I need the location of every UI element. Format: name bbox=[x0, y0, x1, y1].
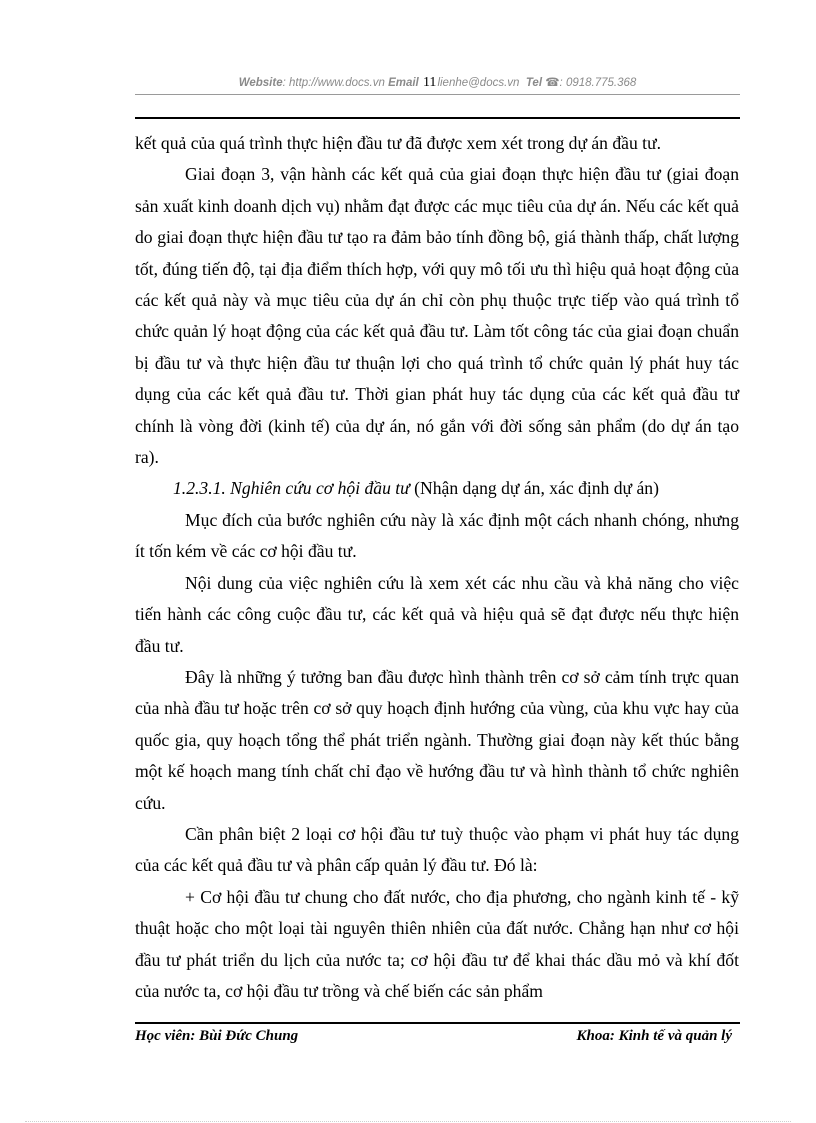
website-label: Website bbox=[238, 77, 283, 89]
footer-rule bbox=[135, 1022, 740, 1024]
document-body bbox=[135, 128, 739, 1007]
header-rule bbox=[135, 117, 740, 119]
paragraph-content: Nội dung của việc nghiên cứu là xem xét các nhu cầu và khả năng cho việc tiến hành các công cuộc đầu tư, các kết quả và hiệu quả sẽ đạt được nếu thực hiện đầu tư. bbox=[135, 572, 739, 656]
page-footer bbox=[135, 1028, 740, 1050]
page-number: 11 bbox=[422, 75, 437, 90]
footer-student: Học viên: Bùi Đức Chung bbox=[135, 1028, 299, 1044]
page-bottom-dotted-border bbox=[25, 1121, 791, 1122]
paragraph-continuation: kết quả của quá trình thực hiện đầu tư đã được xem xét trong dự án đầu tư. bbox=[135, 133, 661, 153]
tel-label: Tel bbox=[525, 77, 543, 89]
email-label: Email bbox=[388, 77, 419, 89]
paragraph-general-opportunity: + Cơ hội đầu tư chung cho đất nước, cho địa phương, cho ngành kinh tế - kỹ thuật hoặc cho một loại tài nguyên thiên nhiên của đất nước. Chẳng hạn như cơ hội đầu tư phát triển du lịch của nước ta; cơ hội đầu tư để khai thác dầu mỏ và khí đốt của nước ta, cơ hội đầu tư trồng và chế biến các sản phẩm bbox=[135, 886, 739, 1001]
section-heading-title: 1.2.3.1. Nghiên cứu cơ hội đầu tư bbox=[173, 478, 410, 499]
section-heading-note: (Nhận dạng dự án, xác định dự án) bbox=[409, 478, 659, 499]
tel-number: ☎: 0918.775.368 bbox=[545, 77, 637, 89]
page-header bbox=[135, 74, 740, 95]
paragraph-ideas: Đây là những ý tưởng ban đầu được hình thành trên cơ sở cảm tính trực quan của nhà đầu tư hoặc trên cơ sở quy hoạch định hướng của vùng, của khu vực hay của quốc gia, quy hoạch tổng thể phát triển ngành. Thường giai đoạn này kết thúc bằng một kế hoạch mang tính chất chỉ đạo về hướng đầu tư và hình thành tổ chức nghiên cứu. bbox=[135, 666, 739, 813]
paragraph-purpose: Mục đích của bước nghiên cứu này là xác định một cách nhanh chóng, nhưng ít tốn kém về các cơ hội đầu tư. bbox=[135, 509, 739, 562]
paragraph-stage-3: Giai đoạn 3, vận hành các kết quả của giai đoạn thực hiện đầu tư (giai đoạn sản xuất kinh doanh dịch vụ) nhằm đạt được các mục tiêu của dự án. Nếu các kết quả do giai đoạn thực hiện đầu tư tạo ra đảm bảo tính đồng bộ, giá thành thấp, chất lượng tốt, đúng tiến độ, tại địa điểm thích hợp, với quy mô tối ưu thì hiệu quả hoạt động của các kết quả này và mục tiêu của dự án chỉ còn phụ thuộc trực tiếp vào quá trình tổ chức quản lý hoạt động của các kết quả đầu tư. Làm tốt công tác của giai đoạn chuẩn bị đầu tư và thực hiện đầu tư thuận lợi cho quá trình tổ chức quản lý phát huy tác dụng của các kết quả đầu tư. Thời gian phát huy tác dụng của các kết quả đầu tư chính là vòng đời (kinh tế) của dự án, nó gắn với đời sống sản phẩm (do dự án tạo ra). bbox=[135, 164, 739, 468]
email-address: lienhe@docs.vn bbox=[437, 77, 520, 89]
footer-faculty: Khoa: Kinh tế và quản lý bbox=[576, 1028, 732, 1044]
paragraph-distinguish: Cần phân biệt 2 loại cơ hội đầu tư tuỳ thuộc vào phạm vi phát huy tác dụng của các kết quả đầu tư và phân cấp quản lý đầu tư. Đó là: bbox=[135, 823, 739, 876]
section-heading bbox=[135, 473, 739, 504]
website-url: : http://www.docs.vn bbox=[282, 77, 385, 89]
